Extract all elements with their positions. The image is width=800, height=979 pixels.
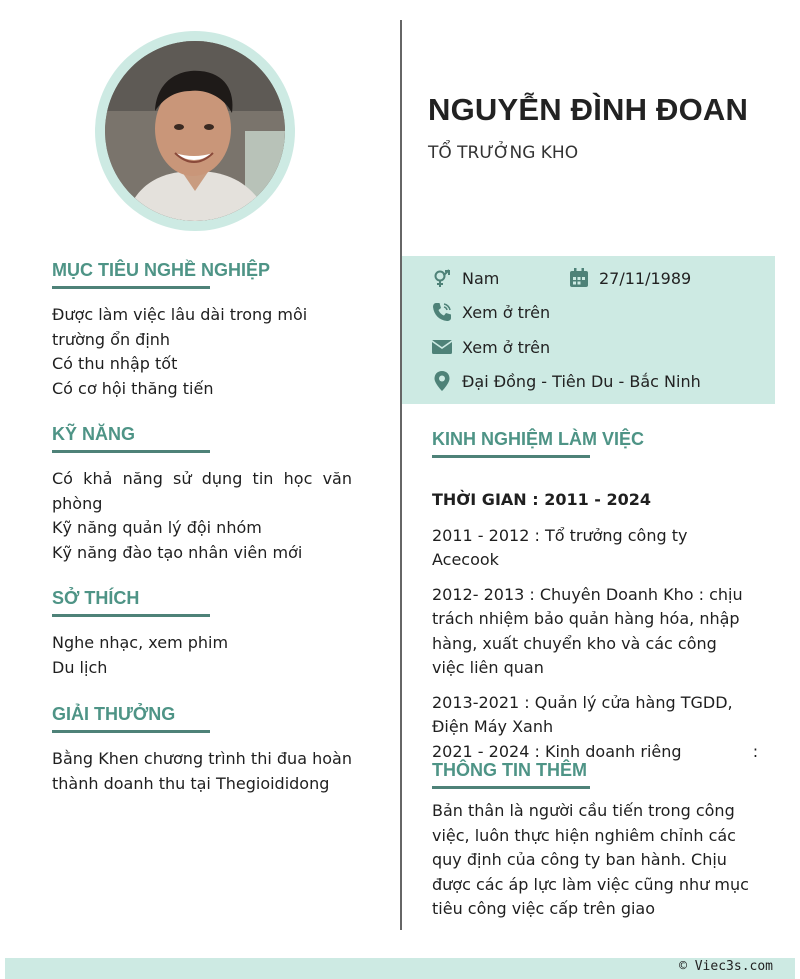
skill-line: Kỹ năng đào tạo nhân viên mới xyxy=(52,542,303,562)
phone-value: Xem ở trên xyxy=(462,302,551,322)
contact-phone xyxy=(432,302,550,322)
map-pin-icon xyxy=(432,371,452,391)
candidate-name: NGUYỄN ĐÌNH ĐOAN xyxy=(428,92,749,127)
hobbies-text xyxy=(52,631,352,680)
contact-address xyxy=(432,371,701,391)
experience-heading: KINH NGHIỆM LÀM VIỆC xyxy=(432,429,645,449)
contact-gender xyxy=(432,268,499,288)
awards-heading: GIẢI THƯỞNG xyxy=(52,704,176,724)
birthday-value: 27/11/1989 xyxy=(599,268,692,288)
skill-line: Kỹ năng quản lý đội nhóm xyxy=(52,518,262,537)
contact-box xyxy=(402,256,775,404)
avatar-photo xyxy=(105,41,285,221)
avatar-frame xyxy=(95,31,295,231)
skill-line: Có khả năng sử dụng tin học văn phòng xyxy=(52,469,352,513)
gender-icon xyxy=(432,268,452,288)
awards-section xyxy=(52,703,352,796)
skills-rule xyxy=(52,450,210,453)
hobbies-heading: SỞ THÍCH xyxy=(52,588,140,608)
objective-line: Được làm việc lâu dài trong môi trường ổn định xyxy=(52,305,308,349)
objective-line: Có thu nhập tốt xyxy=(52,354,178,373)
experience-period: THỜI GIAN : 2011 - 2024 xyxy=(432,490,652,509)
column-divider xyxy=(400,20,402,930)
gender-value: Nam xyxy=(462,268,500,288)
envelope-icon xyxy=(432,337,452,357)
experience-entry: 2021 - 2024 : Kinh doanh riêng : xyxy=(432,741,759,761)
objective-line: Có cơ hội thăng tiến xyxy=(52,378,214,398)
extra-info-text: Bản thân là người cầu tiến trong công việc, luôn thực hiện nghiêm chỉnh các quy định của công ty ban hành. Chịu được các áp lực làm việc cũng như mục tiêu công việc cấp trên giao xyxy=(432,801,749,918)
objective-text xyxy=(52,303,352,401)
footer-bar xyxy=(5,958,795,979)
avatar xyxy=(105,41,285,221)
contact-email xyxy=(432,337,550,357)
awards-text: Bằng Khen chương trình thi đua hoàn thành doanh thu tại Thegioididong xyxy=(52,749,352,793)
skills-section xyxy=(52,423,352,565)
experience-section xyxy=(432,428,759,764)
extra-info-rule xyxy=(432,786,590,789)
hobby-line: Du lịch xyxy=(52,657,108,677)
skills-heading: KỸ NĂNG xyxy=(52,424,136,444)
objective-section xyxy=(52,259,352,401)
job-title: TỔ TRƯỞNG KHO xyxy=(428,143,579,163)
hobbies-rule xyxy=(52,614,210,617)
extra-info-heading: THÔNG TIN THÊM xyxy=(432,760,587,780)
address-value: Đại Đồng - Tiên Du - Bắc Ninh xyxy=(462,371,701,391)
experience-entry: 2013-2021 : Quản lý cửa hàng TGDD, Điện Máy Xanh xyxy=(432,692,733,736)
footer-credit: © Viec3s.com xyxy=(679,959,773,974)
hobby-line: Nghe nhạc, xem phim xyxy=(52,633,229,652)
experience-entry: 2012- 2013 : Chuyên Doanh Kho : chịu trách nhiệm bảo quản hàng hóa, nhập hàng, xuất chuyển kho và các công việc liên quan xyxy=(432,584,743,677)
phone-icon xyxy=(432,302,452,322)
experience-entry: 2011 - 2012 : Tổ trưởng công ty Acecook xyxy=(432,525,688,569)
hobbies-section xyxy=(52,587,352,680)
contact-birthday xyxy=(569,268,691,288)
extra-info-section xyxy=(432,759,754,922)
experience-rule xyxy=(432,455,590,458)
skills-text xyxy=(52,467,352,565)
objective-rule xyxy=(52,286,210,289)
objective-heading: MỤC TIÊU NGHỀ NGHIỆP xyxy=(52,260,271,280)
email-value: Xem ở trên xyxy=(462,337,551,357)
calendar-icon xyxy=(569,268,589,288)
awards-rule xyxy=(52,730,210,733)
